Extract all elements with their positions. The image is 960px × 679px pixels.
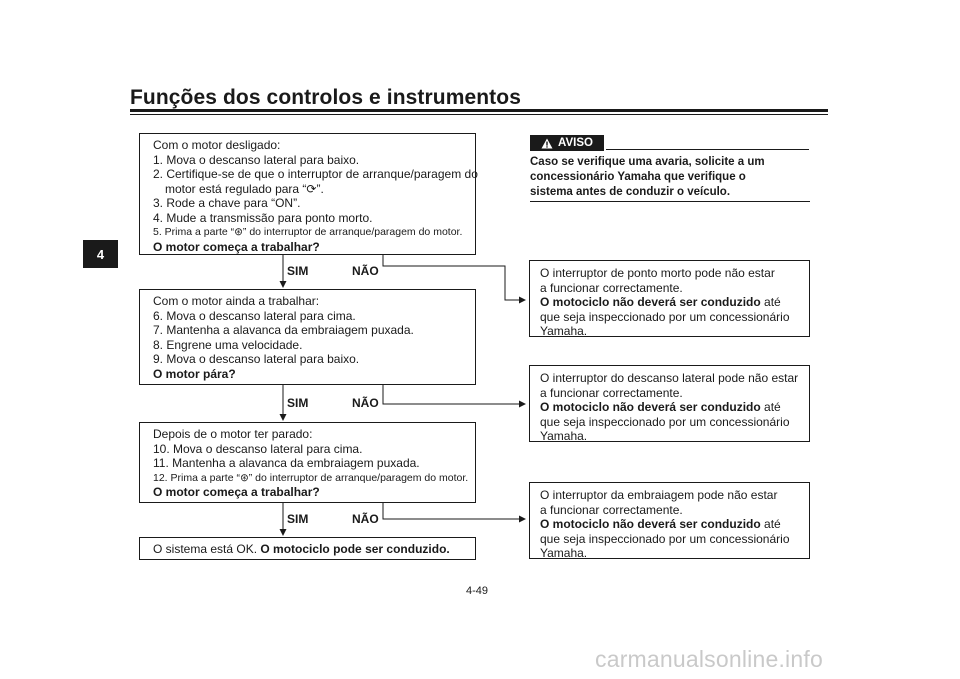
warning-rule-top [606,149,809,150]
step-line: motor está regulado para “⟳”. [165,181,324,196]
yes-label: SIM [287,512,309,526]
flowchart-result-box-3 [529,482,810,559]
step-line: 2. Certifique-se de que o interruptor de arranque/paragem do [153,167,478,181]
result-line: que seja inspeccionado por um concessionário [540,309,790,324]
no-arrow-3 [383,503,525,519]
result-bold-text: O motociclo não deverá ser conduzido [540,400,761,414]
warning-line: concessionário Yamaha que verifique o [530,171,746,183]
decision-question: O motor começa a trabalhar? [153,485,320,499]
flowchart-step-box-3 [139,422,476,503]
result-line: a funcionar correctamente. [540,502,683,517]
result-line: até [760,517,781,531]
warning-text [530,155,810,200]
result-line: O interruptor do descanso lateral pode não estar [540,371,799,385]
result-line: até [760,400,781,414]
decision-question: O motor pára? [153,366,236,381]
warning-rule-bottom [530,201,810,202]
decision-question: O motor começa a trabalhar? [153,239,320,254]
result-line: O interruptor de ponto morto pode não estar [540,266,775,280]
result-line: Yamaha. [540,429,588,443]
step-line: 5. Prima a parte “⊛” do interruptor de arranque/paragem do motor. [153,226,463,238]
result-line: O interruptor da embraiagem pode não estar [540,488,778,502]
result-line: Yamaha. [540,546,588,560]
result-line: que seja inspeccionado por um concessionário [540,531,790,546]
warning-line: Caso se verifique uma avaria, solicite a um [530,156,765,168]
flowchart-result-box-2 [529,365,810,442]
step-line: Com o motor desligado: [153,138,281,152]
page-title: Funções dos controlos e instrumentos [130,86,521,109]
flowchart-step-box-1 [139,133,476,255]
warning-label: AVISO [558,137,593,149]
warning-line: sistema antes de conduzir o veículo. [530,186,731,198]
ok-bold-text: O motociclo pode ser conduzido. [260,542,450,556]
result-bold-text: O motociclo não deverá ser conduzido [540,517,761,531]
step-line: Depois de o motor ter parado: [153,427,313,441]
watermark: carmanualsonline.info [595,646,823,672]
step-line: 4. Mude a transmissão para ponto morto. [153,210,373,225]
no-arrow-2 [383,385,525,404]
step-line: Com o motor ainda a trabalhar: [153,294,320,308]
yes-label: SIM [287,264,309,278]
step-line: 3. Rode a chave para “ON”. [153,196,301,210]
step-line: 8. Engrene uma velocidade. [153,337,303,352]
warning-badge [530,135,604,151]
step-line: 9. Mova o descanso lateral para baixo. [153,352,360,366]
ok-text: O sistema está OK. [153,542,258,556]
step-line: 1. Mova o descanso lateral para baixo. [153,152,360,167]
no-label: NÃO [352,264,379,278]
result-line: até [760,295,781,309]
result-bold-text: O motociclo não deverá ser conduzido [540,295,761,309]
flowchart-result-box-1 [529,260,810,337]
flowchart-result-ok-box [139,537,476,560]
result-line: que seja inspeccionado por um concessionário [540,414,790,429]
step-line: 10. Mova o descanso lateral para cima. [153,441,363,456]
result-line: a funcionar correctamente. [540,385,683,400]
step-line: 12. Prima a parte “⊛” do interruptor de arranque/paragem do motor. [153,471,469,484]
step-line: 11. Mantenha a alavanca da embraiagem puxada. [153,456,420,470]
chapter-tab: 4 [83,240,118,268]
no-label: NÃO [352,512,379,526]
result-line: Yamaha. [540,324,588,338]
page-number: 4-49 [466,585,489,597]
warning-triangle-icon [541,138,553,149]
flowchart-step-box-2 [139,289,476,385]
step-line: 6. Mova o descanso lateral para cima. [153,308,356,323]
no-label: NÃO [352,396,379,410]
step-line: 7. Mantenha a alavanca da embraiagem puxada. [153,323,414,337]
result-line: a funcionar correctamente. [540,280,683,295]
yes-label: SIM [287,396,309,410]
